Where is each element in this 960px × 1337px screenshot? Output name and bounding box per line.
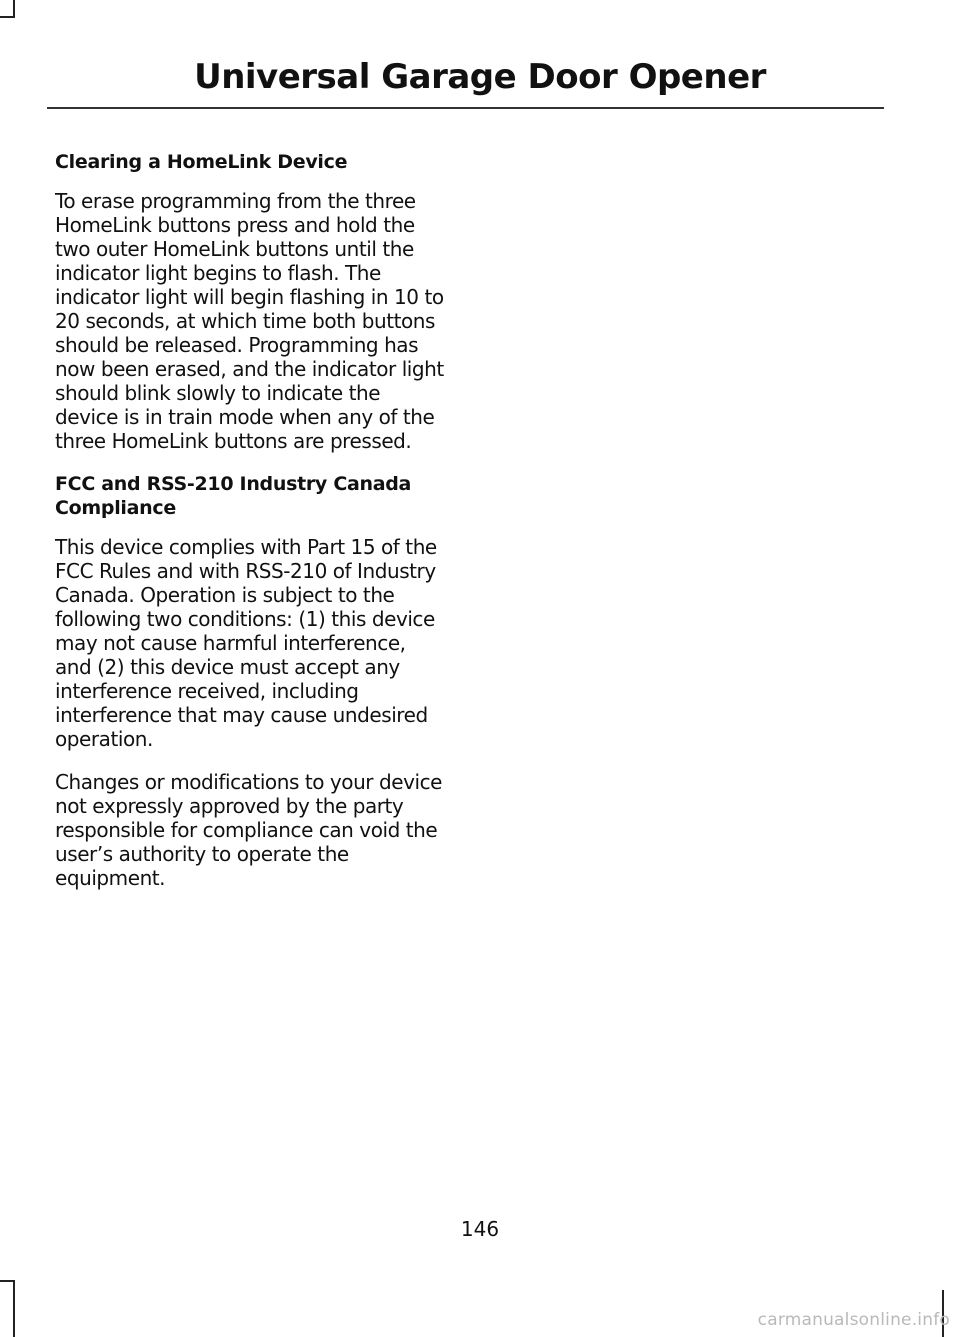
crop-mark-bottom-left-horizontal — [0, 1280, 15, 1282]
watermark: carmanualsonline.info — [757, 1310, 950, 1330]
section-paragraph: Changes or modifications to your device not expressly approved by the party responsible for compliance can void the user’s authority to operate the equipment. — [55, 770, 442, 890]
section-heading: Clearing a HomeLink Device — [55, 151, 348, 173]
section-clearing-homelink — [55, 150, 447, 453]
section-fcc-compliance — [55, 472, 447, 890]
title-divider — [47, 107, 884, 109]
section-heading: FCC and RSS-210 Industry Canada Compliance — [55, 473, 412, 519]
page-title: Universal Garage Door Opener — [194, 57, 766, 97]
main-content — [55, 150, 447, 909]
section-paragraph: To erase programming from the three HomeLink buttons press and hold the two outer HomeLink buttons until the indicator light begins to flash. The indicator light will begin flashing in 10 to 20 seconds, at which time both buttons should be released. Programming has now been erased, and the indicator light should blink slowly to indicate the device is in train mode when any of the three HomeLink buttons are pressed. — [55, 189, 444, 453]
section-paragraph: This device complies with Part 15 of the FCC Rules and with RSS-210 of Industry Canada. Operation is subject to the following two conditions: (1) this device may not cause harmful interference, and (2) this device must accept any interference received, including interference that may cause undesired operation. — [55, 535, 437, 751]
crop-mark-bottom-left-vertical — [13, 1280, 15, 1337]
crop-mark-top-left-horizontal — [0, 16, 15, 18]
page-number: 146 — [460, 1217, 500, 1241]
